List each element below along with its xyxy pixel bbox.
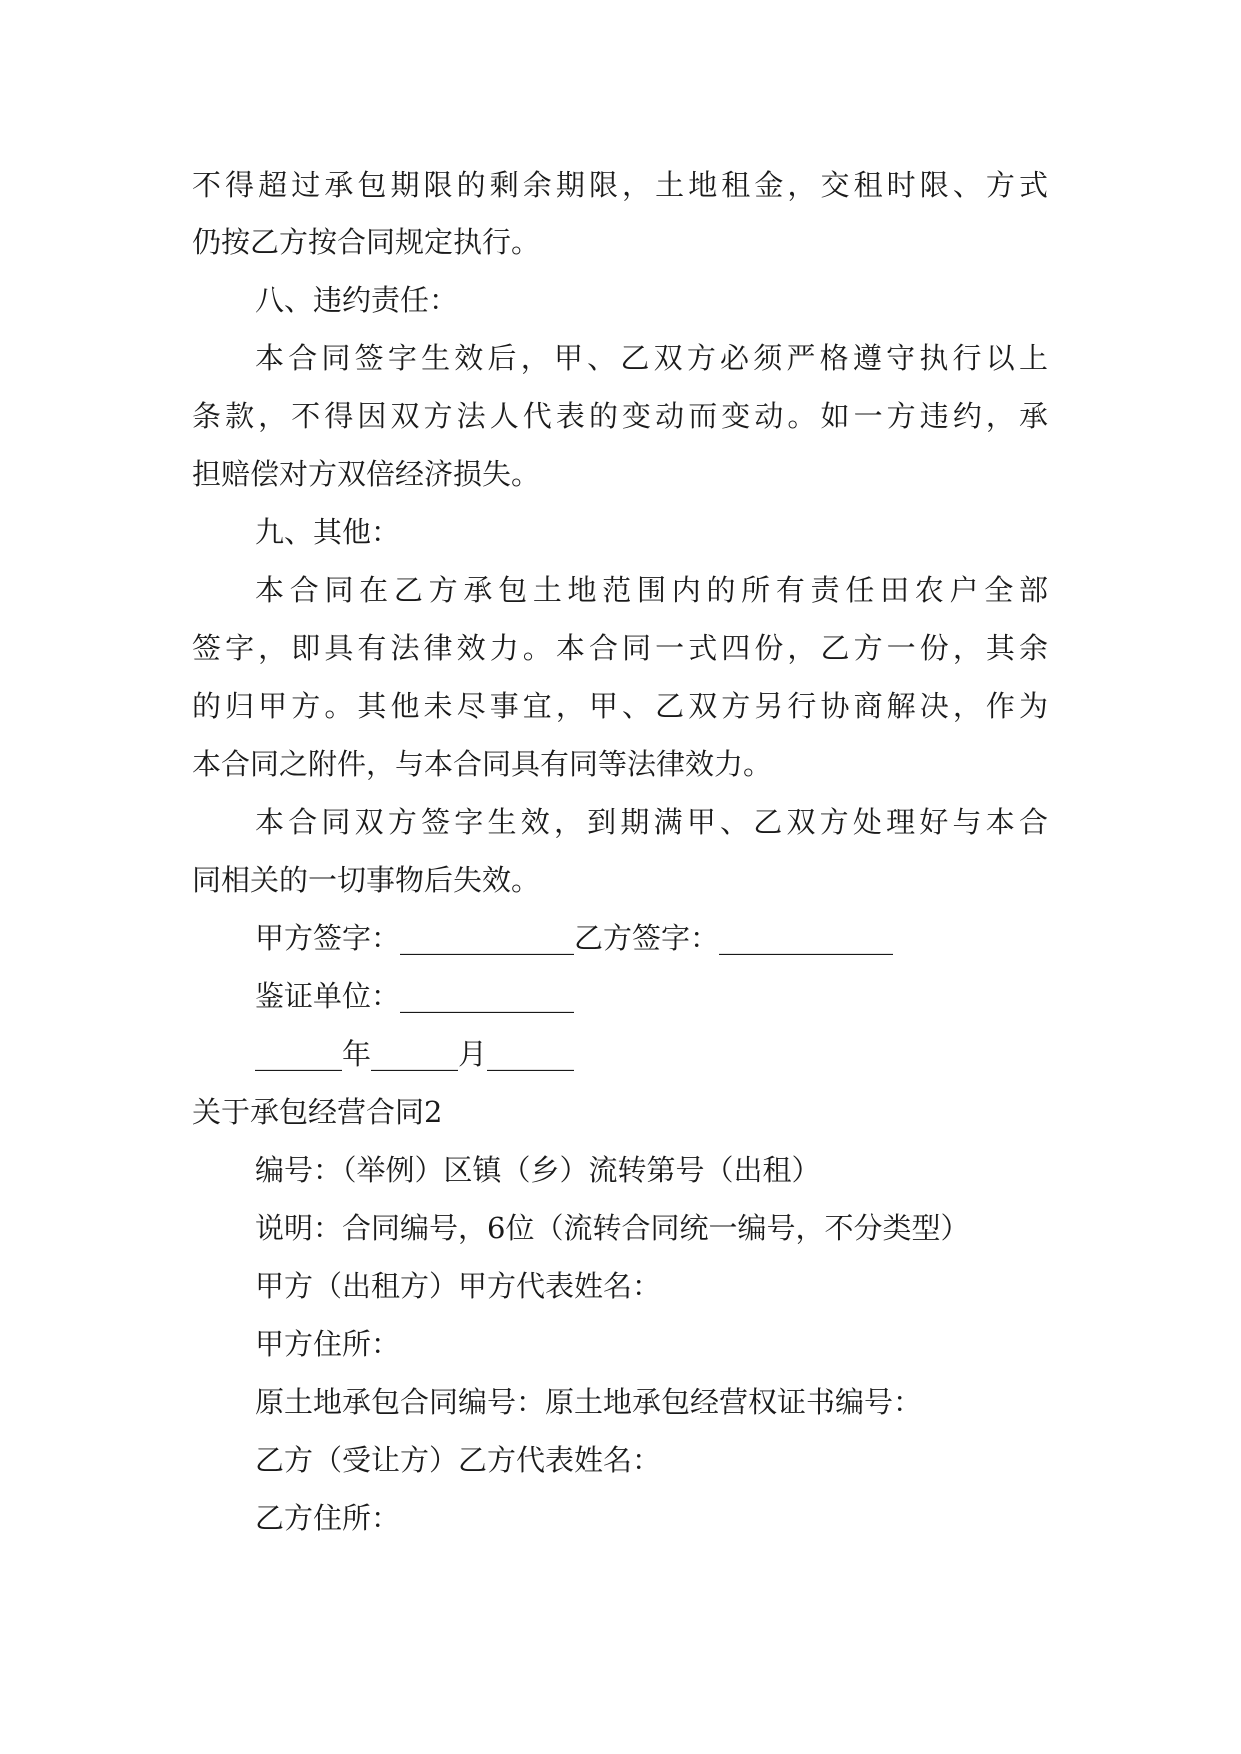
paragraph-line: 本合同签字生效后，甲、乙双方必须严格遵守执行以上 [255, 341, 1048, 375]
paragraph-line: 条款，不得因双方法人代表的变动而变动。如一方违约，承 [192, 399, 1048, 433]
signature-line: 甲方签字：____________乙方签字：____________ [255, 921, 894, 955]
paragraph-line: 本合同之附件，与本合同具有同等法律效力。 [192, 747, 773, 781]
paragraph-line: 本合同在乙方承包土地范围内的所有责任田农户全部 [255, 573, 1048, 607]
paragraph-line: 担赔偿对方双倍经济损失。 [192, 457, 541, 491]
party-b-line: 乙方（受让方）乙方代表姓名： [255, 1443, 662, 1477]
note-line: 说明：合同编号，6位（流转合同统一编号，不分类型） [255, 1211, 970, 1245]
paragraph-line: 同相关的一切事物后失效。 [192, 863, 541, 897]
original-contract-line: 原土地承包合同编号：原土地承包经营权证书编号： [255, 1385, 923, 1419]
paragraph-line: 的归甲方。其他未尽事宜，甲、乙双方另行协商解决，作为 [192, 689, 1048, 723]
witness-unit-line: 鉴证单位：____________ [255, 979, 575, 1013]
date-line: ______年______月______ [255, 1037, 575, 1071]
party-b-address-line: 乙方住所： [255, 1501, 401, 1535]
section-heading: 九、其他： [255, 515, 401, 549]
contract-title: 关于承包经营合同2 [192, 1095, 443, 1129]
paragraph-line: 本合同双方签字生效，到期满甲、乙双方处理好与本合 [255, 805, 1048, 839]
contract-number-line: 编号：（举例）区镇（乡）流转第号（出租） [255, 1153, 821, 1187]
paragraph-line: 仍按乙方按合同规定执行。 [192, 225, 541, 259]
party-a-line: 甲方（出租方）甲方代表姓名： [255, 1269, 662, 1303]
paragraph-line: 签字，即具有法律效力。本合同一式四份，乙方一份，其余 [192, 631, 1048, 665]
party-a-address-line: 甲方住所： [255, 1327, 401, 1361]
section-heading: 八、违约责任： [255, 283, 459, 317]
paragraph-line: 不得超过承包期限的剩余期限，土地租金，交租时限、方式 [192, 168, 1048, 202]
